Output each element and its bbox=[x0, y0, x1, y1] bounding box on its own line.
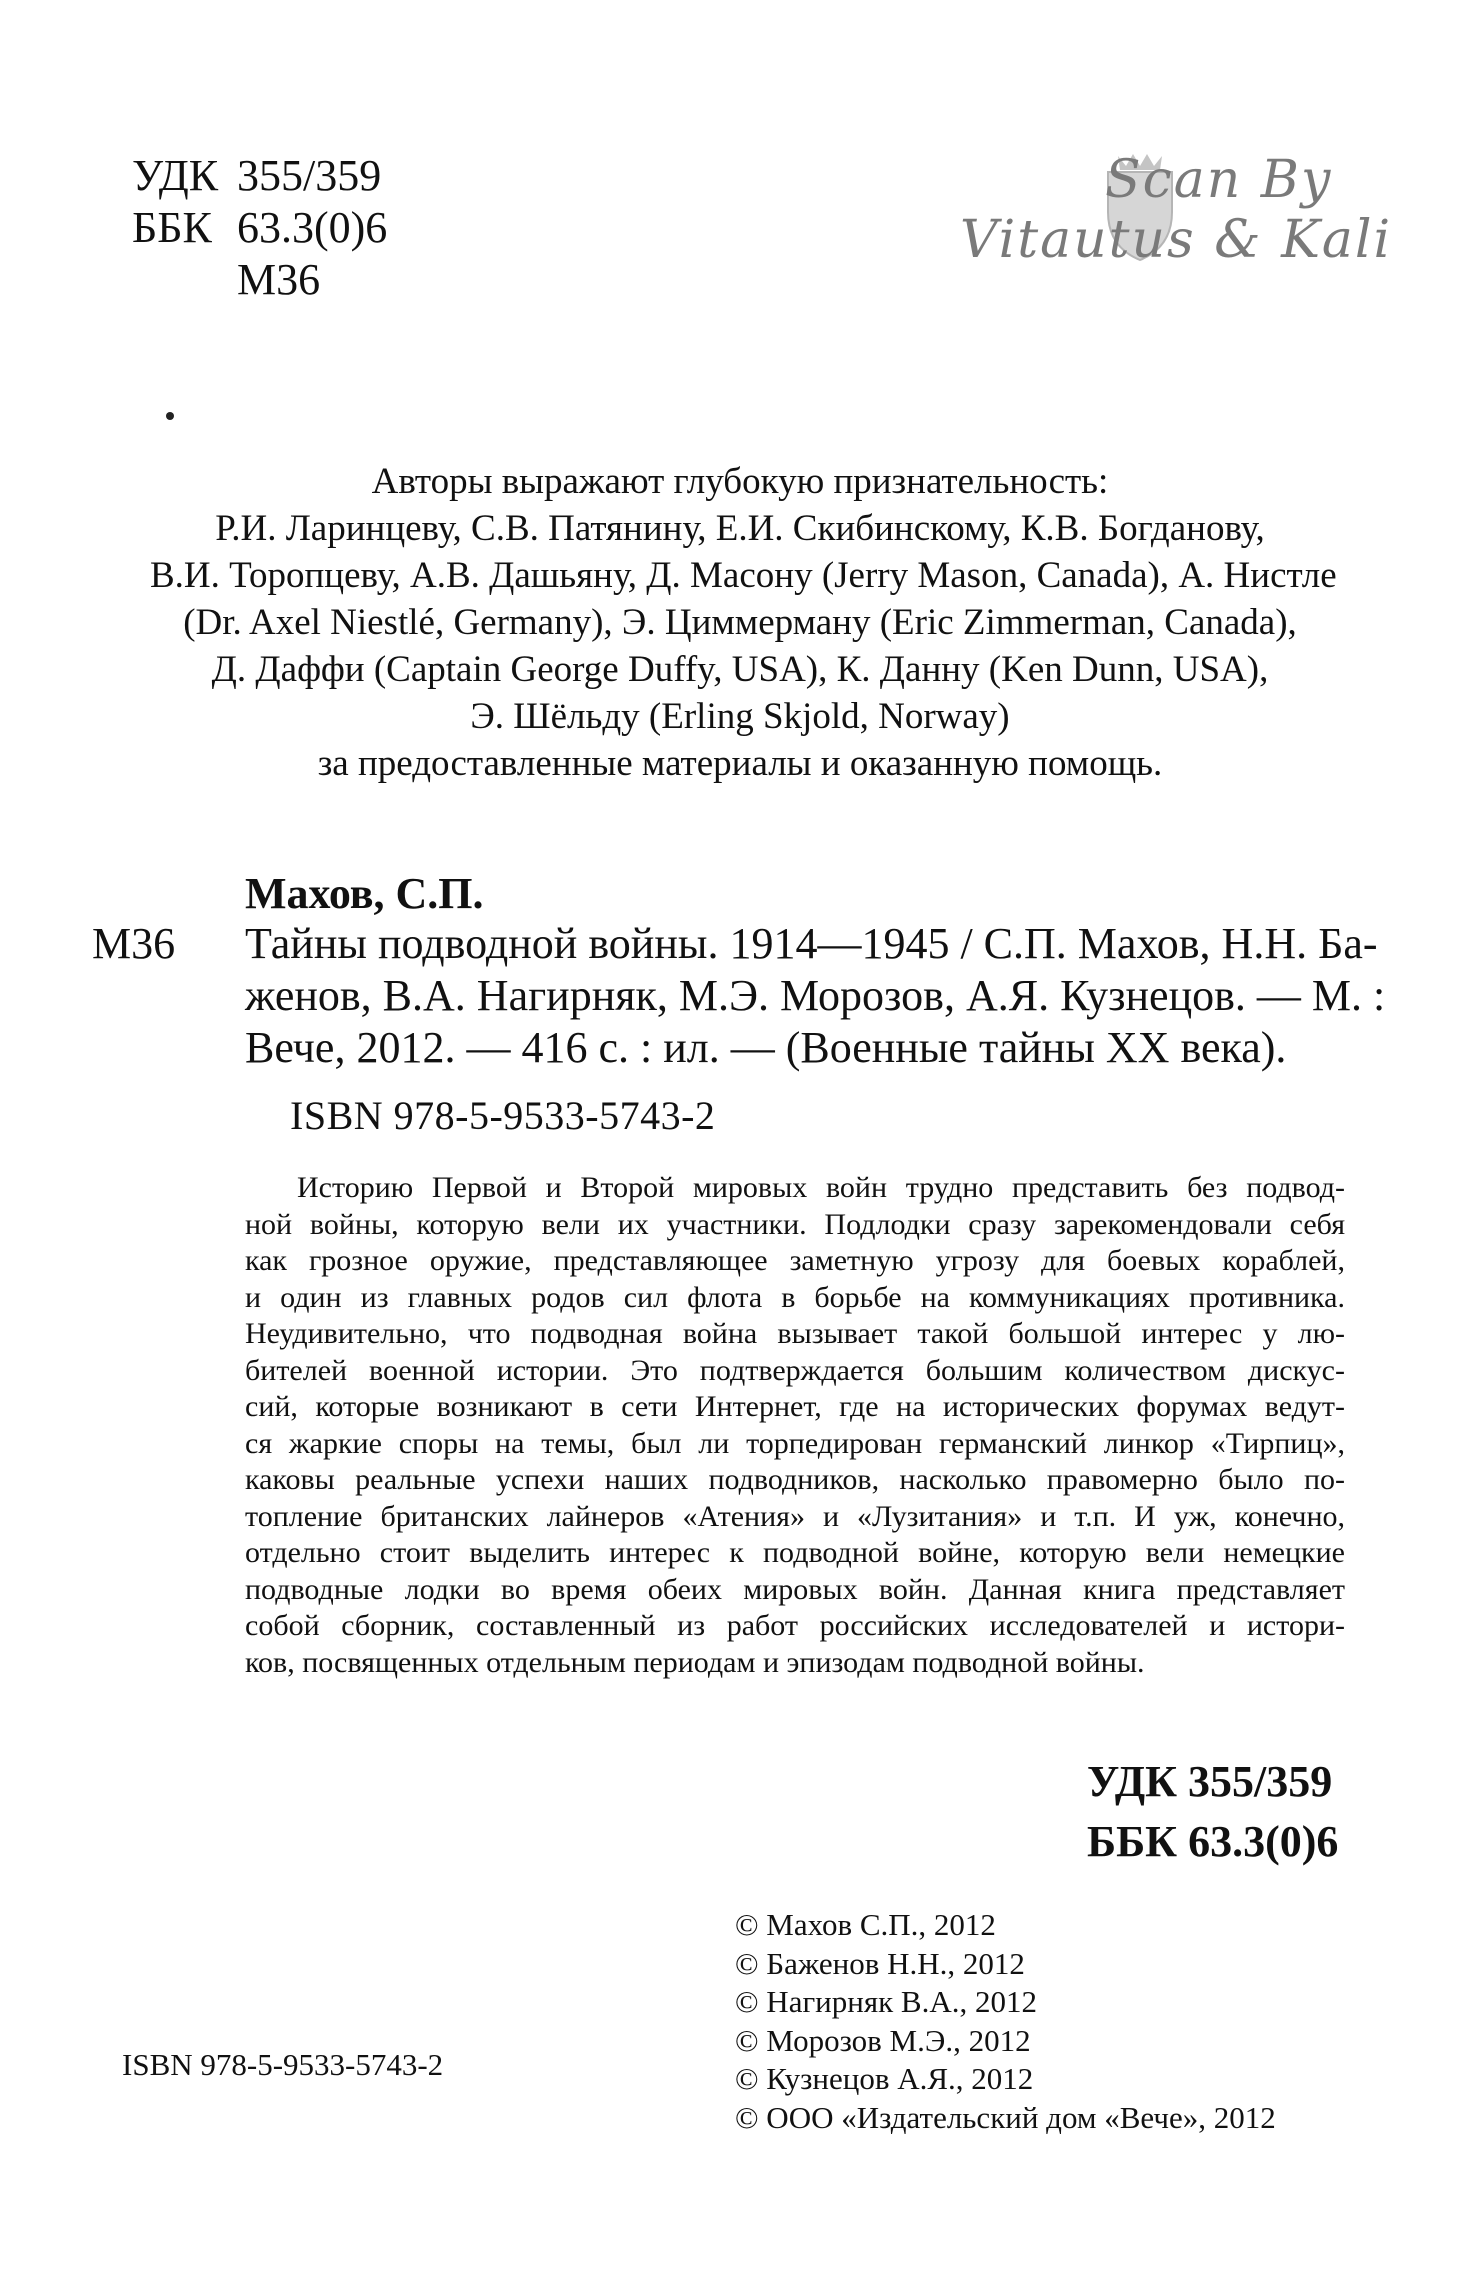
card-desc-line: женов, В.А. Нагирняк, М.Э. Морозов, А.Я. Кузнецов. — М. : bbox=[245, 971, 1386, 1020]
annotation-line: Неудивительно, что подводная война вызывает такой большой интерес у лю- bbox=[245, 1317, 1345, 1350]
bottom-isbn: ISBN 978-5-9533-5743-2 bbox=[122, 2047, 444, 2082]
card-desc-line: Тайны подводной войны. 1914—1945 / С.П. Махов, Н.Н. Ба- bbox=[245, 919, 1378, 968]
ack-line: (Dr. Axel Niestlé, Germany), Э. Циммерману (Eric Zimmerman, Canada), bbox=[183, 602, 1297, 643]
copyright-line: © Морозов М.Э., 2012 bbox=[735, 2022, 1031, 2058]
watermark-line-1: Scan By bbox=[1105, 150, 1333, 210]
annotation-line: ков, посвященных отдельным периодам и эпизодам подводной войны. bbox=[245, 1645, 1145, 1679]
copyright-line: © Кузнецов А.Я., 2012 bbox=[735, 2061, 1034, 2096]
classification-block bbox=[132, 150, 387, 306]
udk-value: 355/359 bbox=[237, 151, 382, 200]
bbk-value: 63.3(0)6 bbox=[237, 203, 388, 252]
ack-line: за предоставленные материалы и оказанную помощь. bbox=[317, 743, 1163, 784]
bottom-bbk: ББК 63.3(0)6 bbox=[1087, 1817, 1339, 1866]
annotation-line: ся жаркие споры на темы, был ли торпедирован германский линкор «Тирпиц», bbox=[245, 1426, 1345, 1460]
annotation bbox=[245, 1170, 1345, 1681]
copyright-line: © Баженов Н.Н., 2012 bbox=[735, 1945, 1025, 1981]
card-code: М36 bbox=[92, 919, 176, 968]
annotation-line: собой сборник, составленный из работ российских исследователей и истори- bbox=[245, 1609, 1345, 1642]
annotation-line: сий, которые возникают в сети Интернет, где на исторических форумах ведут- bbox=[245, 1390, 1345, 1423]
card-description bbox=[245, 918, 1386, 1074]
annotation-line: бителей военной истории. Это подтверждается большим количеством дискус- bbox=[245, 1353, 1345, 1387]
udk-row bbox=[132, 150, 387, 202]
card-author: Махов, С.П. bbox=[245, 869, 484, 918]
ack-line: Э. Шёльду (Erling Skjold, Norway) bbox=[470, 696, 1010, 737]
copyright-line: © Нагирняк В.А., 2012 bbox=[735, 1984, 1037, 2019]
copyright-line: © ООО «Издательский дом «Вече», 2012 bbox=[735, 2099, 1276, 2135]
copyright-line: © Махов С.П., 2012 bbox=[735, 1907, 996, 1942]
author-mark-row bbox=[132, 254, 387, 306]
ack-line: Авторы выражают глубокую признательность: bbox=[371, 461, 1109, 502]
copyrights bbox=[735, 1906, 1276, 2137]
annotation-line: Историю Первой и Второй мировых войн трудно представить без подвод- bbox=[297, 1171, 1345, 1204]
card-isbn: ISBN 978-5-9533-5743-2 bbox=[290, 1093, 716, 1138]
bbk-label: ББК bbox=[132, 203, 212, 252]
card-desc-line: Вече, 2012. — 416 с. : ил. — (Военные тайны XX века). bbox=[245, 1023, 1287, 1072]
scan-watermark bbox=[960, 140, 1393, 290]
stray-dot bbox=[166, 412, 174, 420]
bbk-row bbox=[132, 202, 387, 254]
ack-line: В.И. Торопцеву, А.В. Дашьяну, Д. Масону (Jerry Mason, Canada), А. Нистле bbox=[150, 555, 1337, 596]
watermark-line-2: Vitautus & Kali bbox=[960, 210, 1393, 270]
author-mark: М36 bbox=[237, 255, 321, 304]
acknowledgements bbox=[150, 458, 1337, 787]
annotation-line: ной войны, которую вели их участники. Подлодки сразу зарекомендовали себя bbox=[245, 1207, 1345, 1241]
annotation-line: топление британских лайнеров «Атения» и «Лузитания» и т.п. И уж, конечно, bbox=[245, 1499, 1345, 1533]
bottom-udk: УДК 355/359 bbox=[1087, 1757, 1333, 1806]
annotation-line: подводные лодки во время обеих мировых войн. Данная книга представляет bbox=[245, 1572, 1345, 1606]
bottom-codes bbox=[1087, 1752, 1338, 1872]
udk-label: УДК bbox=[132, 151, 219, 200]
ack-line: Д. Даффи (Captain George Duffy, USA), К. Данну (Ken Dunn, USA), bbox=[211, 649, 1269, 690]
annotation-line: каковы реальные успехи наших подводников, насколько правомерно было по- bbox=[245, 1463, 1345, 1496]
annotation-line: и один из главных родов сил флота в борьбе на коммуникациях противника. bbox=[245, 1280, 1345, 1314]
ack-line: Р.И. Ларинцеву, С.В. Патянину, Е.И. Скибинскому, К.В. Богданову, bbox=[215, 508, 1265, 549]
annotation-line: как грозное оружие, представляющее заметную угрозу для боевых кораблей, bbox=[245, 1244, 1345, 1277]
annotation-line: отдельно стоит выделить интерес к подводной войне, которую вели немецкие bbox=[245, 1536, 1345, 1569]
